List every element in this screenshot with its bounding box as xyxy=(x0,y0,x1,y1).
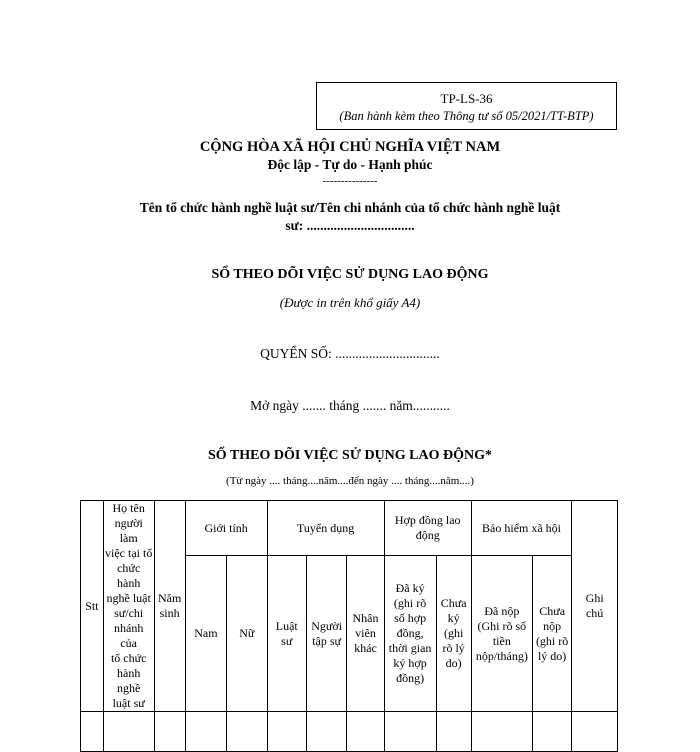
gender-header: Giới tính xyxy=(185,501,267,556)
volume-number: QUYỂN SỐ: ............................... xyxy=(260,346,440,361)
lawyer-header: Luật sư xyxy=(267,556,306,712)
form-code-box xyxy=(316,82,617,130)
birth-year-header: Năm sinh xyxy=(154,501,185,712)
intern-header: Người tập sự xyxy=(306,556,346,712)
organization-name-line1: Tên tổ chức hành nghề luật sư/Tên chi nhánh của tổ chức hành nghề luật xyxy=(139,200,561,215)
register-period: (Từ ngày .... tháng....năm....đến ngày .... tháng....năm....) xyxy=(226,475,474,487)
contract-signed-header: Đã ký (ghi rõ số hợp đồng, thời gian ký hợp đồng) xyxy=(384,556,436,712)
table-header-row xyxy=(81,501,618,556)
stt-header: Stt xyxy=(81,501,104,712)
insurance-header: Bảo hiểm xã hội xyxy=(471,501,572,556)
form-code: TP-LS-36 xyxy=(440,91,493,106)
female-header: Nữ xyxy=(227,556,267,712)
organization-name-line2: sư: ................................ xyxy=(285,218,415,233)
insurance-paid-header: Đã nộp (Ghi rõ số tiền nộp/tháng) xyxy=(471,556,532,712)
contract-unsigned-header: Chưa ký (ghi rõ lý do) xyxy=(436,556,471,712)
issued-by-note: (Ban hành kèm theo Thông tư số 05/2021/TT-BTP) xyxy=(339,109,594,123)
labor-table xyxy=(80,500,618,752)
register-title: SỔ THEO DÕI VIỆC SỬ DỤNG LAO ĐỘNG* xyxy=(207,448,493,463)
table-row xyxy=(81,712,618,752)
insurance-unpaid-header: Chưa nộp (ghi rõ lý do) xyxy=(532,556,571,712)
cover-title: SỔ THEO DÕI VIỆC SỬ DỤNG LAO ĐỘNG xyxy=(211,267,489,282)
male-header: Nam xyxy=(185,556,226,712)
other-staff-header: Nhân viên khác xyxy=(347,556,384,712)
opened-date: Mở ngày ....... tháng ....... năm........... xyxy=(250,398,450,413)
recruitment-header: Tuyển dụng xyxy=(267,501,384,556)
paper-size-note: (Được in trên khổ giấy A4) xyxy=(279,295,421,310)
motto-divider: --------------- xyxy=(322,175,378,187)
note-header: Ghi chú xyxy=(572,501,618,712)
name-header: Họ tên người làm việc tại tổ chức hành nghề luật sư/chi nhánh của tổ chức hành nghề luật sư xyxy=(105,501,153,710)
contract-header: Hợp đồng lao động xyxy=(384,501,471,556)
national-motto: Độc lập - Tự do - Hạnh phúc xyxy=(267,157,433,172)
country-title: CỘNG HÒA XÃ HỘI CHỦ NGHĨA VIỆT NAM xyxy=(199,139,501,155)
